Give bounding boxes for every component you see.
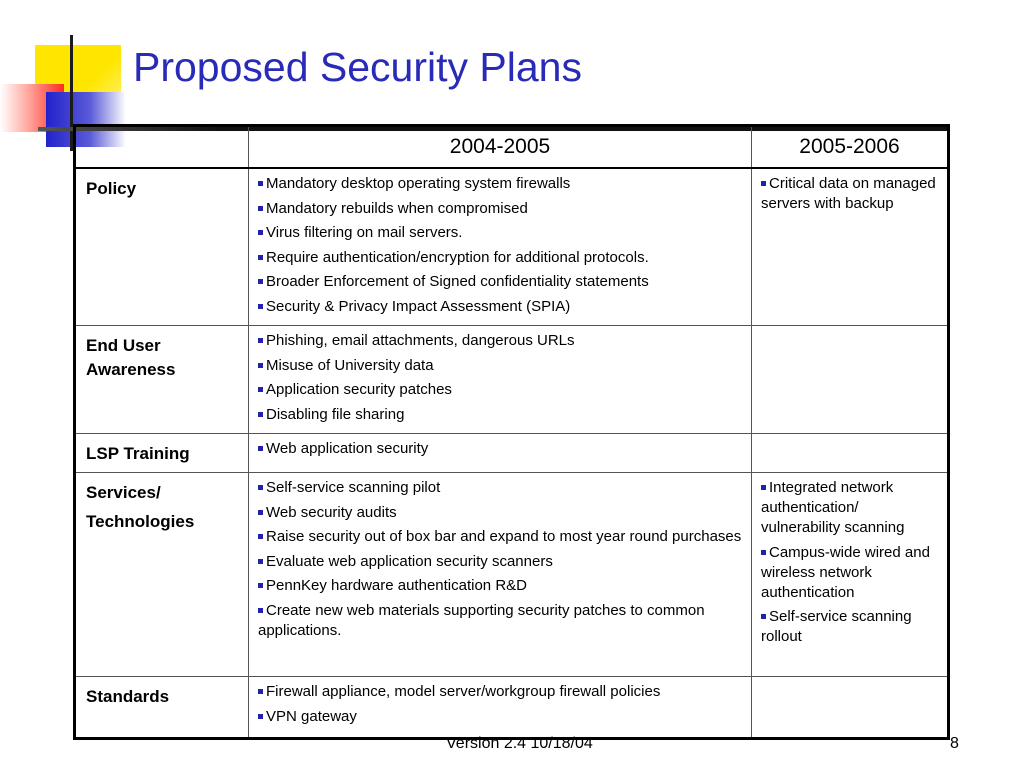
square-bullet-icon [258,304,263,309]
list-item-text: Application security patches [266,381,452,398]
list-item [258,405,743,425]
table-header-row [75,126,949,169]
row-label-text: Policy [86,179,137,198]
list-item [761,607,939,647]
list-item [258,576,743,596]
list-item [258,601,743,641]
list-item [258,527,743,547]
bullet-list [258,682,743,727]
cell-2005-2006 [752,326,949,434]
list-item-text: Mandatory desktop operating system firewalls [266,175,571,192]
square-bullet-icon [258,534,263,539]
row-label-text: Standards [86,687,170,706]
square-bullet-icon [258,412,263,417]
square-bullet-icon [258,485,263,490]
slide-title: Proposed Security Plans [133,44,582,90]
list-item [258,439,743,459]
list-item [258,248,743,268]
bullet-list [258,331,743,425]
header-cell-2005-2006: 2005-2006 [752,126,949,169]
cell-2004-2005 [249,434,752,473]
square-bullet-icon [258,279,263,284]
cell-2005-2006 [752,434,949,473]
square-bullet-icon [258,338,263,343]
table-row [75,473,949,677]
list-item [761,478,939,538]
list-item-text: Integrated network authentication/ vulnerability scanning [761,479,905,536]
square-bullet-icon [258,387,263,392]
list-item [258,478,743,498]
cell-2004-2005 [249,677,752,739]
list-item-text: Critical data on managed servers with backup [761,175,936,212]
row-label [75,434,249,473]
cell-2004-2005 [249,326,752,434]
square-bullet-icon [258,255,263,260]
square-bullet-icon [761,485,766,490]
square-bullet-icon [761,614,766,619]
list-item [761,174,939,214]
row-label-text: End User Awareness [86,336,176,379]
list-item [258,223,743,243]
square-bullet-icon [761,550,766,555]
bullet-list [258,439,743,459]
list-item [258,707,743,727]
list-item-text: Mandatory rebuilds when compromised [266,199,528,217]
list-item [761,543,939,603]
list-item [258,356,743,376]
list-item-text: Web security audits [266,503,397,521]
list-item-text: Evaluate web application security scanners [266,552,553,570]
square-bullet-icon [258,363,263,368]
list-item-text: Web application security [266,440,429,457]
list-item [258,682,743,702]
list-item [258,199,743,219]
list-item [258,297,743,317]
list-item-text: Phishing, email attachments, dangerous URLs [266,332,575,349]
list-item-text: Self-service scanning rollout [761,608,912,645]
cell-2005-2006 [752,473,949,677]
square-bullet-icon [258,559,263,564]
list-item-text: Misuse of University data [266,356,434,374]
bullet-list [761,174,939,214]
list-item-text: Create new web materials supporting security patches to common applications. [258,601,705,639]
table-row [75,677,949,739]
bullet-list [258,478,743,641]
row-label-text: Services/ [86,483,161,502]
bullet-list [761,478,939,647]
list-item-text: Disabling file sharing [266,405,405,423]
list-item [258,272,743,292]
footer-version: Version 2.4 10/18/04 [446,735,593,752]
table-row [75,434,949,473]
square-bullet-icon [258,206,263,211]
cell-2005-2006 [752,168,949,326]
list-item-text: Self-service scanning pilot [266,479,441,496]
header-cell-2004-2005: 2004-2005 [249,126,752,169]
list-item [258,174,743,194]
square-bullet-icon [258,446,263,451]
cell-2004-2005 [249,168,752,326]
list-item-text: Virus filtering on mail servers. [266,224,463,241]
list-item-text: Raise security out of box bar and expand to most year round purchases [266,528,742,545]
square-bullet-icon [761,181,766,186]
row-label-text: Technologies [86,512,195,531]
square-bullet-icon [258,181,263,186]
list-item-text: Security & Privacy Impact Assessment (SPIA) [266,297,571,315]
row-label [75,168,249,326]
row-label [75,473,249,677]
list-item [258,552,743,572]
list-item [258,331,743,351]
square-bullet-icon [258,583,263,588]
table-row [75,168,949,326]
cell-2004-2005 [249,473,752,677]
table-row [75,326,949,434]
row-label [75,326,249,434]
header-cell-empty [75,126,249,169]
square-bullet-icon [258,689,263,694]
row-label [75,677,249,739]
list-item-text: VPN gateway [266,707,357,725]
square-bullet-icon [258,510,263,515]
square-bullet-icon [258,230,263,235]
row-label-text: LSP Training [86,444,190,463]
bullet-list [258,174,743,317]
square-bullet-icon [258,608,263,613]
square-bullet-icon [258,714,263,719]
page-number: 8 [950,735,959,752]
list-item [258,503,743,523]
list-item-text: Broader Enforcement of Signed confidentiality statements [266,273,649,290]
list-item-text: Firewall appliance, model server/workgroup firewall policies [266,683,661,700]
list-item-text: PennKey hardware authentication R&D [266,577,527,594]
security-plans-table [73,124,950,740]
cell-2005-2006 [752,677,949,739]
list-item-text: Require authentication/encryption for additional protocols. [266,248,649,266]
table-body [75,168,949,739]
list-item-text: Campus-wide wired and wireless network authentication [761,543,930,601]
list-item [258,380,743,400]
